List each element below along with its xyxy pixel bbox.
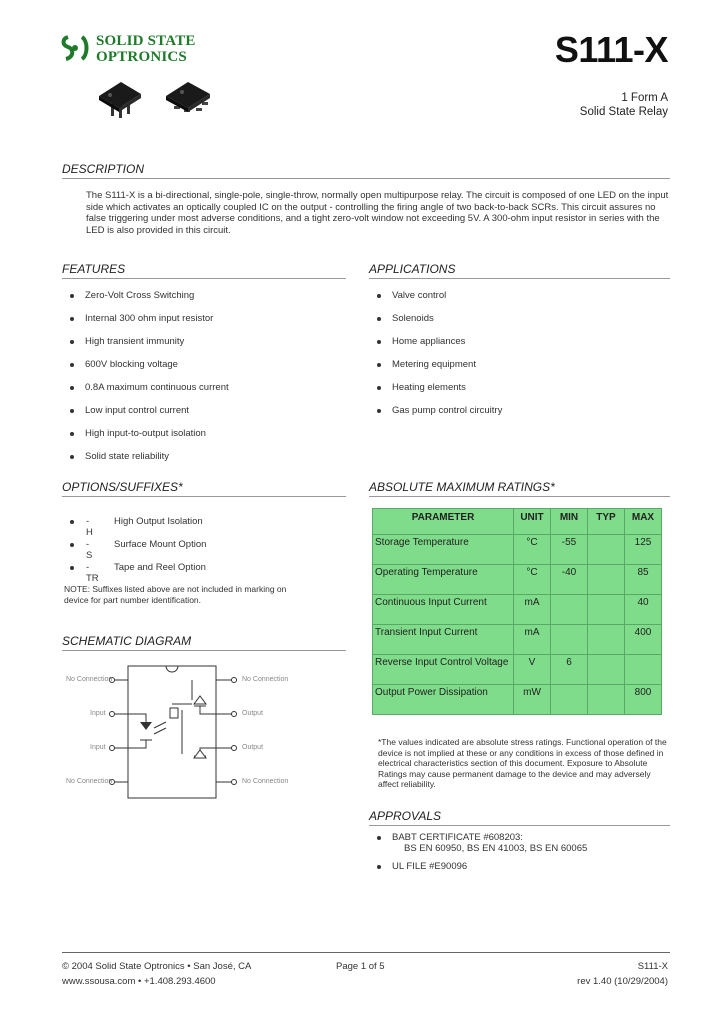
description-title: DESCRIPTION: [62, 162, 145, 176]
option-desc: High Output Isolation: [114, 516, 203, 527]
footer-revision: rev 1.40 (10/29/2004): [577, 976, 668, 987]
schematic-label-right: No Connection: [242, 778, 289, 785]
applications-title: APPLICATIONS: [369, 262, 456, 276]
cell-unit: V: [514, 655, 551, 685]
table-row: [373, 685, 662, 715]
cell-min: -40: [551, 565, 588, 595]
chip-image-dip: [95, 78, 145, 120]
cell-typ: [588, 595, 625, 625]
application-item: Gas pump control circuitry: [373, 405, 502, 428]
application-item: Home appliances: [373, 336, 502, 359]
option-code: -TR: [86, 562, 99, 584]
schematic-label-left: No Connection: [66, 676, 113, 683]
description-text: The S111-X is a bi-directional, single-pole, single-throw, normally open multipurpose relay. The circuit is composed of one LED on the input side which activates an optically coupled IC on the output - controlling the firing angle of two back-to-back SCRs. This circuit assures no false triggering under most adverse conditions, and a tight zero-volt window not exceeding 5V. A 300-ohm input resistor in series with the LED is also provided in this circuit.: [86, 190, 669, 236]
features-title: FEATURES: [62, 262, 126, 276]
chip-image-smd: [162, 78, 214, 122]
ratings-divider: [369, 496, 670, 497]
table-row: [373, 655, 662, 685]
bullet: [377, 865, 381, 869]
cell-unit: mA: [514, 625, 551, 655]
feature-item: 0.8A maximum continuous current: [66, 382, 229, 405]
cell-min: 6: [551, 655, 588, 685]
cell-typ: [588, 565, 625, 595]
options-divider: [62, 496, 346, 497]
header-parameter: PARAMETER: [373, 509, 514, 535]
company-logo-mark: [60, 33, 90, 63]
options-note: NOTE: Suffixes listed above are not included in marking on device for part number identification.: [64, 584, 287, 605]
brand-line-2: OPTRONICS: [96, 49, 187, 65]
feature-item: Low input control current: [66, 405, 229, 428]
bullet: [377, 836, 381, 840]
cell-typ: [588, 655, 625, 685]
feature-item: 600V blocking voltage: [66, 359, 229, 382]
cell-parameter: Reverse Input Control Voltage: [373, 655, 514, 685]
cell-max: 800: [625, 685, 662, 715]
header-min: MIN: [551, 509, 588, 535]
header-max: MAX: [625, 509, 662, 535]
schematic-label-left: Input: [90, 744, 106, 751]
cell-parameter: Transient Input Current: [373, 625, 514, 655]
footer-contact[interactable]: www.ssousa.com • +1.408.293.4600: [62, 976, 216, 987]
approval-standards: BS EN 60950, BS EN 41003, BS EN 60065: [404, 843, 588, 854]
cell-min: [551, 685, 588, 715]
cell-unit: °C: [514, 565, 551, 595]
approvals-divider: [369, 825, 670, 826]
cell-unit: mA: [514, 595, 551, 625]
cell-unit: °C: [514, 535, 551, 565]
ratings-header-row: [373, 509, 662, 535]
description-divider: [62, 178, 670, 179]
table-row: [373, 535, 662, 565]
cell-min: [551, 595, 588, 625]
cell-max: [625, 655, 662, 685]
cell-typ: [588, 625, 625, 655]
cell-min: [551, 625, 588, 655]
bullet: [70, 520, 74, 524]
application-item: Heating elements: [373, 382, 502, 405]
application-item: Metering equipment: [373, 359, 502, 382]
cell-parameter: Storage Temperature: [373, 535, 514, 565]
part-number-title: S111-X: [554, 29, 668, 70]
approval-babt: BABT CERTIFICATE #608203:: [392, 832, 523, 843]
table-row: [373, 595, 662, 625]
bullet: [70, 566, 74, 570]
product-subtitle: [580, 91, 668, 119]
ratings-table: [372, 508, 662, 715]
cell-typ: [588, 535, 625, 565]
approval-ul: UL FILE #E90096: [392, 861, 468, 872]
feature-item: High input-to-output isolation: [66, 428, 229, 451]
options-title: OPTIONS/SUFFIXES*: [62, 480, 183, 494]
footer-divider: [62, 952, 670, 953]
table-row: [373, 625, 662, 655]
footer-page: Page 1 of 5: [336, 961, 385, 972]
features-list: [66, 290, 229, 474]
option-code: -S: [86, 539, 93, 561]
subtitle-form: 1 Form A: [621, 92, 668, 104]
cell-parameter: Operating Temperature: [373, 565, 514, 595]
applications-divider: [369, 278, 670, 279]
schematic-label-left: Input: [90, 710, 106, 717]
cell-max: 40: [625, 595, 662, 625]
option-desc: Surface Mount Option: [114, 539, 207, 550]
subtitle-type: Solid State Relay: [579, 106, 668, 118]
application-item: Valve control: [373, 290, 502, 313]
ratings-note: *The values indicated are absolute stress ratings. Functional operation of the device is not implied at these or any conditions in excess of those defined in electrical characteristics section of this document. Exposure to Absolute Ratings may cause permanent damage to the device and may adversely affect reliability.: [378, 737, 667, 789]
schematic-title: SCHEMATIC DIAGRAM: [62, 634, 192, 648]
cell-typ: [588, 685, 625, 715]
option-desc: Tape and Reel Option: [114, 562, 206, 573]
feature-item: Internal 300 ohm input resistor: [66, 313, 229, 336]
company-logo-text: [96, 33, 196, 65]
cell-parameter: Output Power Dissipation: [373, 685, 514, 715]
header-typ: TYP: [588, 509, 625, 535]
cell-max: 85: [625, 565, 662, 595]
feature-item: High transient immunity: [66, 336, 229, 359]
header-unit: UNIT: [514, 509, 551, 535]
schematic-label-left: No Connection: [66, 778, 113, 785]
feature-item: Zero-Volt Cross Switching: [66, 290, 229, 313]
approvals-title: APPROVALS: [369, 809, 442, 823]
schematic-label-right: Output: [242, 710, 264, 717]
schematic-label-right: No Connection: [242, 676, 289, 683]
features-divider: [62, 278, 346, 279]
footer-copyright: © 2004 Solid State Optronics • San José, CA: [62, 961, 252, 972]
brand-line-1: SOLID STATE: [96, 33, 196, 49]
schematic-label-right: Output: [242, 744, 264, 751]
table-row: [373, 565, 662, 595]
application-item: Solenoids: [373, 313, 502, 336]
footer-part: S111-X: [637, 961, 668, 972]
cell-parameter: Continuous Input Current: [373, 595, 514, 625]
cell-min: -55: [551, 535, 588, 565]
cell-max: 125: [625, 535, 662, 565]
ratings-title: ABSOLUTE MAXIMUM RATINGS*: [369, 480, 555, 494]
cell-unit: mW: [514, 685, 551, 715]
applications-list: [373, 290, 502, 428]
feature-item: Solid state reliability: [66, 451, 229, 474]
schematic-divider: [62, 650, 346, 651]
option-code: -H: [86, 516, 93, 538]
bullet: [70, 543, 74, 547]
cell-max: 400: [625, 625, 662, 655]
